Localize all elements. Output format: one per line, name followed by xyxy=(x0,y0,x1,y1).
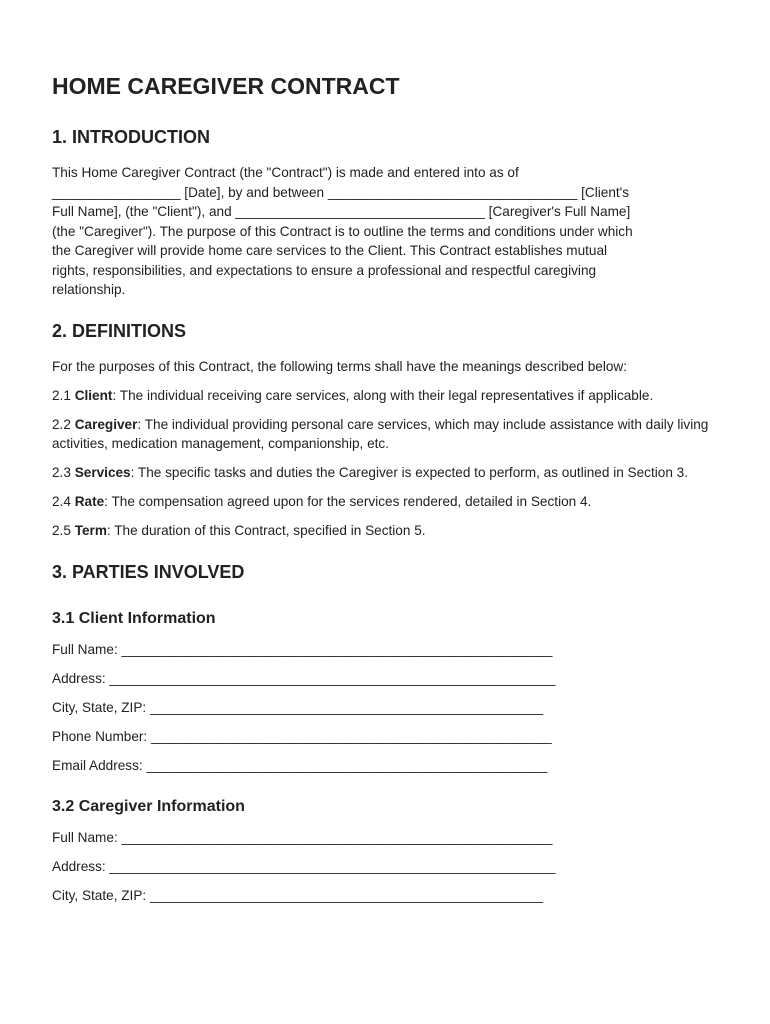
definition-term: Rate xyxy=(74,494,105,509)
introduction-line: (the "Caregiver"). The purpose of this Contract is to outline the terms and conditions under which xyxy=(52,223,633,239)
client-email-address-field[interactable]: Email Address: _____________________________________________________ xyxy=(52,757,548,773)
introduction-line: rights, responsibilities, and expectations to ensure a professional and respectful caregiving xyxy=(52,262,597,278)
introduction-line: This Home Caregiver Contract (the "Contract") is made and entered into as of xyxy=(52,165,519,180)
definition-term: Term xyxy=(74,523,107,538)
definition-text: : The individual receiving care services, along with their legal representatives if applicable. xyxy=(112,387,654,403)
definition-term: Caregiver xyxy=(74,416,138,432)
definition-item-services xyxy=(52,463,718,483)
caregiver-address-field[interactable]: Address: ___________________________________________________________ xyxy=(52,859,556,874)
client-full-name-field[interactable]: Full Name: _________________________________________________________ xyxy=(52,641,553,657)
definition-term: Client xyxy=(74,387,113,403)
definition-text: : The specific tasks and duties the Caregiver is expected to perform, as outlined in Section 3. xyxy=(130,465,689,480)
definitions-intro: For the purposes of this Contract, the following terms shall have the meanings described below: xyxy=(52,358,628,374)
introduction-heading: 1. INTRODUCTION xyxy=(52,127,211,147)
definitions-section xyxy=(52,320,718,541)
client-phone-number-field[interactable]: Phone Number: _____________________________________________________ xyxy=(52,728,552,744)
caregiver-info-heading: 3.2 Caregiver Information xyxy=(52,798,245,815)
client-info-fields xyxy=(52,640,718,776)
introduction-line: relationship. xyxy=(52,282,126,297)
definition-number: 2.5 xyxy=(52,523,75,538)
parties-heading: 3. PARTIES INVOLVED xyxy=(52,561,245,582)
definition-text: : The duration of this Contract, specified in Section 5. xyxy=(106,523,426,538)
document-title: HOME CAREGIVER CONTRACT xyxy=(52,73,400,99)
introduction-line: Full Name], (the "Client"), and _________________________________ [Caregiver's Full Name] xyxy=(52,204,631,219)
definition-item-caregiver xyxy=(52,415,718,454)
definition-number: 2.1 xyxy=(52,387,75,403)
definition-term: Services xyxy=(74,465,131,480)
caregiver-full-name-field[interactable]: Full Name: _________________________________________________________ xyxy=(52,830,553,845)
client-city-state-zip-field[interactable]: City, State, ZIP: ____________________________________________________ xyxy=(52,699,544,715)
introduction-paragraph xyxy=(52,163,718,300)
client-info-heading: 3.1 Client Information xyxy=(52,609,216,627)
client-address-field[interactable]: Address: ___________________________________________________________ xyxy=(52,670,556,686)
definition-item-term xyxy=(52,521,718,541)
caregiver-city-state-zip-field[interactable]: City, State, ZIP: ____________________________________________________ xyxy=(52,888,544,903)
definition-number: 2.2 xyxy=(52,416,75,432)
caregiver-info-fields xyxy=(52,828,718,906)
definition-number: 2.3 xyxy=(52,465,75,480)
definition-text: : The individual providing personal care services, which may include assistance with daily living activities, medication management, companionship, etc. xyxy=(52,416,709,451)
definitions-heading: 2. DEFINITIONS xyxy=(52,320,187,341)
introduction-line: the Caregiver will provide home care services to the Client. This Contract establishes mutual xyxy=(52,243,608,258)
parties-section xyxy=(52,561,718,906)
definition-text: : The compensation agreed upon for the services rendered, detailed in Section 4. xyxy=(104,494,592,509)
introduction-line: _________________ [Date], by and between _________________________________ [Client's xyxy=(52,184,630,200)
introduction-section xyxy=(52,126,718,300)
definition-number: 2.4 xyxy=(52,494,75,509)
definition-item-rate xyxy=(52,492,718,512)
definition-item-client xyxy=(52,386,718,406)
